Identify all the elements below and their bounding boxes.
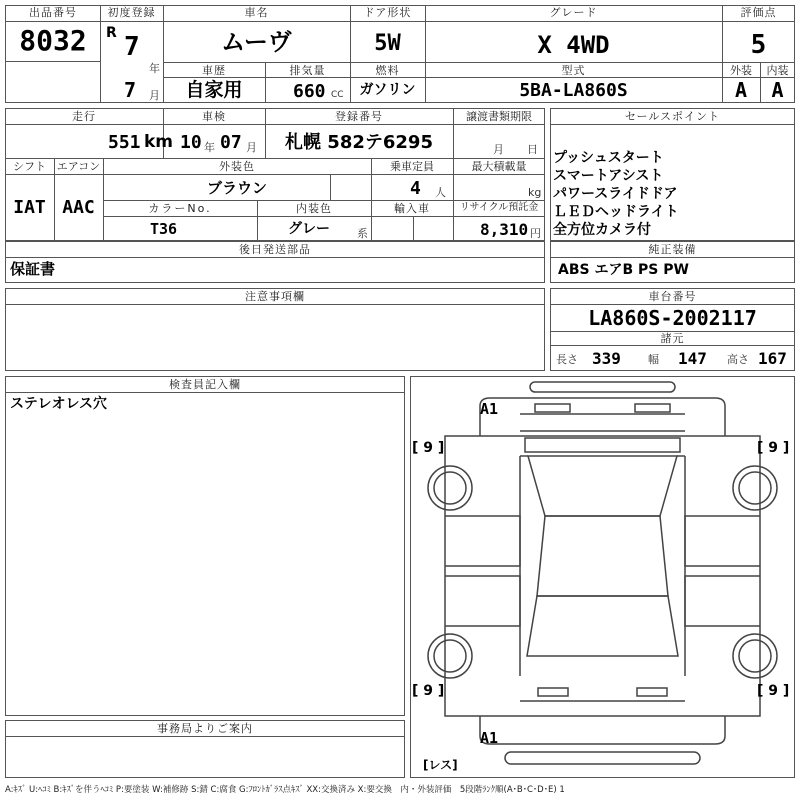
exterior-grade-label: 外装 <box>730 64 752 77</box>
diagram-mark-bottom-left: [ 9 ] <box>412 683 445 699</box>
sales-point-1: プッシュスタート <box>553 150 664 166</box>
first-reg-era: R <box>106 25 117 41</box>
length-label: 長さ <box>556 353 578 366</box>
width-value: 147 <box>678 349 707 368</box>
history-value: 自家用 <box>185 79 243 101</box>
door-value: 5W <box>374 31 401 56</box>
inspection-month-unit: 月 <box>246 141 257 154</box>
max-load-unit: kg <box>528 186 542 199</box>
lot-number: 8032 <box>19 24 87 57</box>
diagram-mark-rear: A1 <box>480 729 499 747</box>
first-reg-year: 7 <box>124 32 140 62</box>
shift-label: シフト <box>13 160 46 173</box>
aircon-label: エアコン <box>56 160 101 173</box>
door-label: ドア形状 <box>363 6 412 19</box>
score-value: 5 <box>750 30 767 60</box>
first-reg-month: 7 <box>124 78 137 102</box>
inspection-label: 車検 <box>202 110 226 123</box>
inspection-year: 10 <box>180 132 202 153</box>
transfer-deadline-month: 月 <box>493 143 504 156</box>
height-label: 高さ <box>727 353 749 366</box>
registration-value: 札幌 582テ6295 <box>285 132 433 153</box>
import-label: 輸入車 <box>394 202 430 215</box>
lot-label: 出品番号 <box>29 6 77 19</box>
recycle-label: リサイクル預託金 <box>459 202 539 213</box>
sales-point-4: ＬＥＤヘッドライト <box>553 204 679 220</box>
roof <box>537 516 668 596</box>
inspector-value: ステレオレス穴 <box>10 396 108 412</box>
registration-label: 登録番号 <box>335 110 383 123</box>
max-load-label: 最大積載量 <box>471 160 527 173</box>
capacity-label: 乗車定員 <box>390 160 434 173</box>
length-value: 339 <box>592 349 621 368</box>
dimensions-label: 諸元 <box>660 332 685 345</box>
width-label: 幅 <box>648 353 659 366</box>
sales-point-2: スマートアシスト <box>553 168 664 184</box>
color-no-label: カラーNo. <box>148 202 212 215</box>
displacement-value: 660 <box>293 81 326 102</box>
inspector-label: 検査員記入欄 <box>169 378 241 391</box>
later-parts-label: 後日発送部品 <box>239 243 311 256</box>
car-name: ムーヴ <box>221 28 292 56</box>
shift-value: IAT <box>13 197 46 218</box>
mileage-label: 走行 <box>72 110 96 123</box>
interior-grade-value: A <box>771 78 784 102</box>
fuel-value: ガソリン <box>359 82 416 98</box>
front-grille <box>535 404 570 412</box>
mileage-unit: km <box>144 132 174 152</box>
capacity-value: 4 <box>410 178 421 199</box>
chassis-label: 車台番号 <box>648 290 697 303</box>
exterior-grade-value: A <box>734 78 748 102</box>
recycle-value: 8,310 <box>480 220 529 239</box>
car-name-label: 車名 <box>244 6 269 19</box>
grade-label: グレード <box>549 6 598 19</box>
height-value: 167 <box>758 349 787 368</box>
genuine-equipment-value: ABS エアB PS PW <box>558 262 689 278</box>
aircon-value: AAC <box>62 197 95 218</box>
notes-label: 注意事項欄 <box>245 290 305 303</box>
genuine-equipment-label: 純正装備 <box>648 243 697 256</box>
grade-value: X 4WD <box>537 31 610 59</box>
score-label: 評価点 <box>740 6 777 19</box>
rear-bumper <box>505 752 700 764</box>
int-color-unit: 系 <box>357 227 368 240</box>
chassis-value: LA860S-2002117 <box>588 306 757 330</box>
first-reg-year-unit: 年 <box>149 62 160 75</box>
ext-color-label: 外装色 <box>219 160 255 173</box>
model-code-label: 型式 <box>561 64 586 77</box>
inspection-year-unit: 年 <box>204 141 215 154</box>
int-color-value: グレー <box>288 221 330 237</box>
sales-point-5: 全方位カメラ付 <box>553 222 651 238</box>
first-reg-label: 初度登録 <box>107 6 156 19</box>
displacement-label: 排気量 <box>289 64 326 77</box>
car-diagram <box>410 376 795 778</box>
inspector-box <box>5 376 405 716</box>
legend-text: A:ｷｽﾞ U:ﾍｺﾐ B:ｷｽﾞを伴うﾍｺﾐ P:要塗装 W:補修跡 S:錆 C:腐食 G:ﾌﾛﾝﾄｶﾞﾗｽ点ｷｽﾞ XX:交換済み X:要交換 内・外装評価 5段階ﾗﾝｸ順(A･B･C･D･E) 1 <box>5 785 565 795</box>
displacement-unit: CC <box>331 90 344 100</box>
inspection-month: 07 <box>220 132 242 153</box>
history-label: 車歴 <box>202 64 226 77</box>
sales-point-3: パワースライドドア <box>553 186 678 202</box>
diagram-mark-bottom-right: [ 9 ] <box>757 683 790 699</box>
capacity-unit: 人 <box>435 186 446 199</box>
color-no-value: T36 <box>150 220 178 238</box>
ext-color-value: ブラウン <box>206 179 267 197</box>
windshield <box>528 456 677 516</box>
recycle-unit: 円 <box>530 227 541 240</box>
later-parts-value: 保証書 <box>10 260 56 278</box>
front-bumper <box>530 382 675 392</box>
diagram-mark-rear-note: [レス] <box>423 758 458 772</box>
model-code-value: 5BA-LA860S <box>519 80 628 101</box>
first-reg-month-unit: 月 <box>149 89 160 102</box>
office-label: 事務局よりご案内 <box>157 722 253 735</box>
transfer-deadline-label: 譲渡書類期限 <box>466 110 532 123</box>
transfer-deadline-day: 日 <box>527 143 538 156</box>
fuel-label: 燃料 <box>375 64 400 77</box>
interior-grade-label: 内装 <box>766 64 789 77</box>
int-color-label: 内装色 <box>296 202 332 215</box>
diagram-mark-front: A1 <box>480 400 499 418</box>
diagram-mark-top-left: [ 9 ] <box>412 440 445 456</box>
mileage-value: 551 <box>108 132 141 153</box>
diagram-mark-top-right: [ 9 ] <box>757 440 790 456</box>
sales-points-label: セールスポイント <box>624 110 720 123</box>
